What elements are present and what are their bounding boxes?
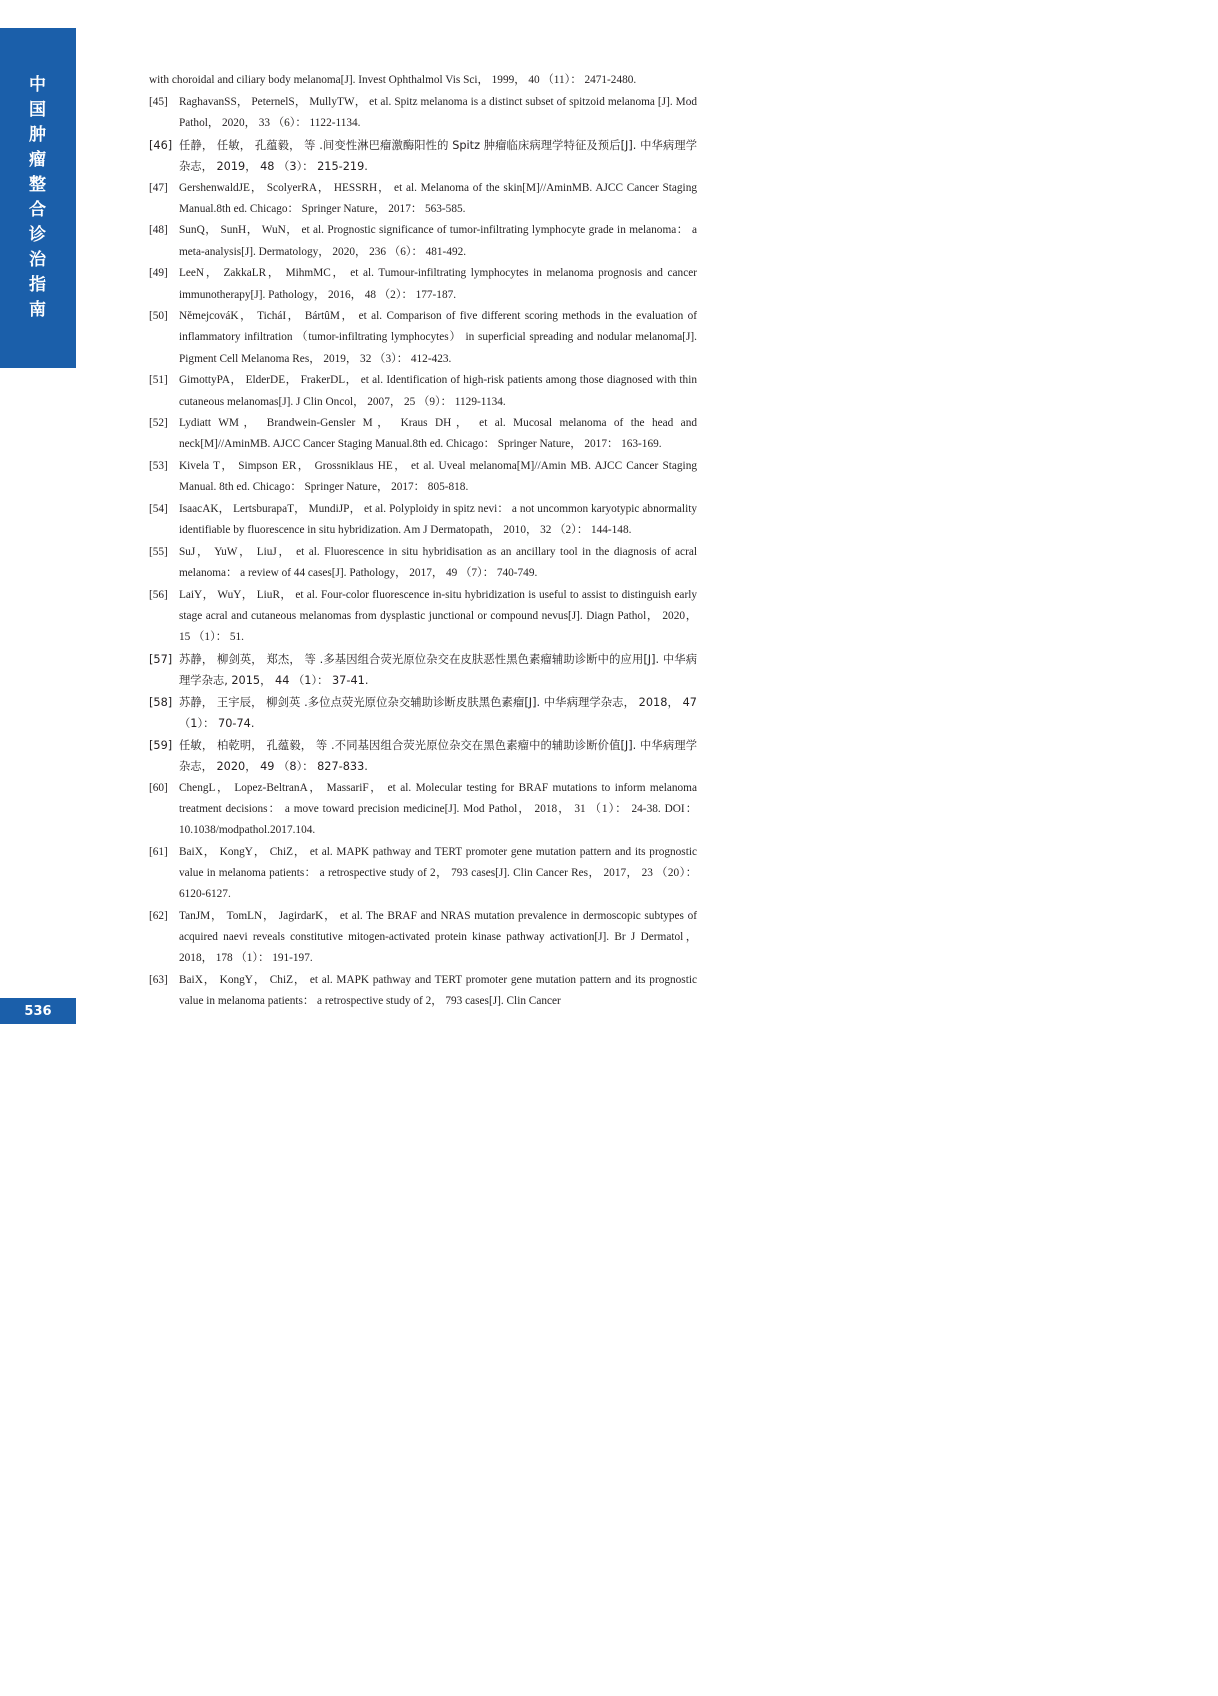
reference-item (149, 456, 697, 498)
side-tab-char: 指 (29, 275, 47, 295)
side-tab-char: 治 (29, 250, 47, 270)
reference-text: Lydiatt WM， Brandwein-Gensler M， Kraus DH， et al. Mucosal melanoma of the head and neck[M]//AminMB. AJCC Cancer Staging Manual.8th ed. Chicago： Springer Nature， 2017： 163-169. (179, 417, 697, 451)
reference-number: [54] (149, 503, 168, 516)
reference-number: [61] (149, 845, 168, 858)
reference-text: 任静， 任敏， 孔蕴毅， 等 .间变性淋巴瘤激酶阳性的 Spitz 肿瘤临床病理学特征及预后[J]. 中华病理学杂志， 2019， 48 （3）： 215-219. (179, 138, 697, 173)
reference-text: RaghavanSS， PeternelS， MullyTW， et al. Spitz melanoma is a distinct subset of spitzoid melanoma [J]. Mod Pathol， 2020， 33 （6）： 1122-1134. (179, 95, 697, 129)
reference-item (149, 70, 697, 91)
reference-item (149, 649, 697, 691)
reference-text: BaiX， KongY， ChiZ， et al. MAPK pathway and TERT promoter gene mutation pattern and its prognostic value in melanoma patients： a retrospective study of 2， 793 cases[J]. Clin Cancer (179, 974, 697, 1008)
side-tab-char: 瘤 (29, 150, 47, 170)
reference-text: SunQ， SunH， WuN， et al. Prognostic significance of tumor-infiltrating lymphocyte grade in melanoma： a meta-analysis[J]. Dermatology， 2020， 236 （6）： 481-492. (179, 224, 697, 258)
reference-text: with choroidal and ciliary body melanoma[J]. Invest Ophthalmol Vis Sci， 1999， 40 （11）： 2471-2480. (149, 74, 637, 86)
side-tab-char: 南 (29, 300, 47, 320)
reference-item (149, 970, 697, 1012)
reference-number: [55] (149, 545, 168, 558)
reference-text: SuJ， YuW， LiuJ， et al. Fluorescence in situ hybridisation as an ancillary tool in the diagnosis of acral melanoma： a review of 44 cases[J]. Pathology， 2017， 49 （7）： 740-749. (179, 545, 697, 580)
reference-text: ChengL， Lopez-BeltranA， MassariF， et al. Molecular testing for BRAF mutations to inform melanoma treatment decisions： a move toward precision medicine[J]. Mod Pathol， 2018， 31 （1）： 24-38. DOI： 10.1038/modpathol.2017.104. (179, 781, 697, 837)
reference-text: 任敏， 柏乾明， 孔蕴毅， 等 .不同基因组合荧光原位杂交在黑色素瘤中的辅助诊断价值[J]. 中华病理学杂志， 2020， 49 （8）： 827-833. (179, 738, 697, 773)
reference-item (149, 135, 697, 177)
guide-side-tab (0, 28, 76, 368)
side-tab-char: 整 (29, 175, 47, 195)
reference-text: TanJM， TomLN， JagirdarK， et al. The BRAF and NRAS mutation prevalence in dermoscopic subtypes of acquired naevi reveals constitutive mitogen-activated protein kinase pathway activation[J]. Br J Dermatol， 2018， 178 （1）： 191-197. (179, 909, 697, 965)
reference-number: [48] (149, 224, 168, 237)
reference-number: [51] (149, 374, 168, 387)
reference-number: [60] (149, 781, 168, 794)
side-tab-char: 诊 (29, 225, 47, 245)
reference-text: IsaacAK， LertsburapaT， MundiJP， et al. Polyploidy in spitz nevi： a not uncommon karyotypic abnormality identifiable by fluorescence in situ hybridization. Am J Dermatopath， 2010， 32 （2）： 144-148. (179, 503, 697, 537)
reference-text: GimottyPA， ElderDE， FrakerDL， et al. Identification of high-risk patients among those diagnosed with thin cutaneous melanomas[J]. J Clin Oncol， 2007， 25 （9）： 1129-1134. (179, 374, 697, 408)
reference-text: BaiX， KongY， ChiZ， et al. MAPK pathway and TERT promoter gene mutation pattern and its prognostic value in melanoma patients： a retrospective study of 2， 793 cases[J]. Clin Cancer Res， 2017， 23 （20）： 6120-6127. (179, 845, 697, 901)
reference-item (149, 306, 697, 370)
reference-item (149, 842, 697, 906)
reference-item (149, 735, 697, 777)
reference-text: NĕmejcováK， TicháI， BártûM， et al. Comparison of five different scoring methods in the evaluation of inflammatory infiltration （tumor-infiltrating lymphocytes） in superficial spreading and nodular melanoma[J]. Pigment Cell Melanoma Res， 2019， 32 （3）： 412-423. (179, 310, 697, 365)
reference-number: [57] (149, 652, 173, 666)
reference-text: 苏静， 王宇辰， 柳剑英 .多位点荧光原位杂交辅助诊断皮肤黑色素瘤[J]. 中华病理学杂志， 2018， 47 （1）： 70-74. (179, 695, 697, 731)
reference-item (149, 542, 697, 584)
reference-text: LeeN， ZakkaLR， MihmMC， et al. Tumour-infiltrating lymphocytes in melanoma prognosis and cancer immunotherapy[J]. Pathology， 2016， 48 （2）： 177-187. (179, 267, 697, 301)
side-tab-char: 合 (29, 200, 47, 220)
reference-number: [59] (149, 738, 173, 752)
reference-item (149, 220, 697, 262)
reference-number: [50] (149, 310, 168, 323)
reference-number: [58] (149, 695, 173, 709)
reference-text: Kivela T， Simpson ER， Grossniklaus HE， et al. Uveal melanoma[M]//Amin MB. AJCC Cancer Staging Manual. 8th ed. Chicago： Springer Nature， 2017： 805-818. (179, 460, 697, 494)
reference-item (149, 178, 697, 220)
page-number-badge: 536 (0, 998, 76, 1024)
reference-item (149, 778, 697, 842)
reference-item (149, 370, 697, 412)
reference-item (149, 906, 697, 970)
reference-text: LaiY， WuY， LiuR， et al. Four-color fluorescence in-situ hybridization is useful to assist to distinguish early stage acral and cutaneous melanomas from dysplastic junctional or compound nevus[J]. Diagn Pathol， 2020， 15 （1）： 51. (179, 588, 697, 644)
reference-item (149, 499, 697, 541)
side-tab-char: 肿 (29, 125, 47, 145)
reference-number: [46] (149, 138, 173, 152)
reference-number: [62] (149, 909, 168, 922)
reference-number: [56] (149, 588, 168, 601)
reference-text: GershenwaldJE， ScolyerRA， HESSRH， et al. Melanoma of the skin[M]//AminMB. AJCC Cancer Staging Manual.8th ed. Chicago： Springer Nature， 2017： 563-585. (179, 181, 697, 215)
reference-item (149, 585, 697, 649)
reference-list (149, 70, 697, 1013)
reference-item (149, 263, 697, 305)
reference-number: [45] (149, 95, 168, 108)
reference-item (149, 92, 697, 134)
reference-number: [47] (149, 181, 168, 194)
reference-number: [49] (149, 267, 168, 280)
reference-text: 苏静， 柳剑英， 郑杰， 等 .多基因组合荧光原位杂交在皮肤恶性黑色素瘤辅助诊断中的应用[J]. 中华病理学杂志, 2015， 44 （1）： 37-41. (179, 652, 697, 688)
reference-item (149, 692, 697, 734)
side-tab-char: 中 (29, 75, 47, 95)
side-tab-char: 国 (29, 100, 47, 120)
reference-number: [53] (149, 460, 168, 473)
reference-item (149, 413, 697, 455)
reference-number: [52] (149, 417, 168, 430)
reference-number: [63] (149, 974, 168, 987)
